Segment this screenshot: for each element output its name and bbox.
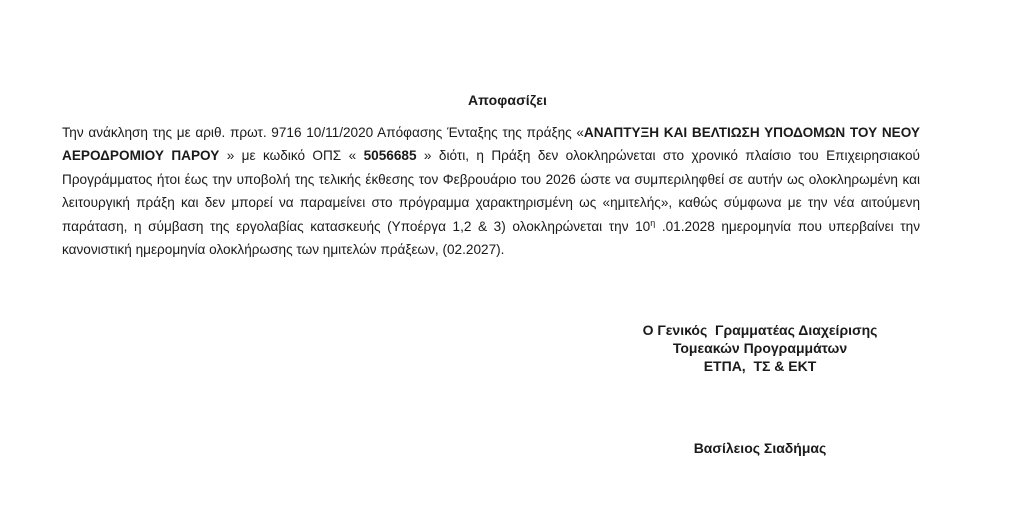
- signatory-title-block: [560, 321, 960, 375]
- decision-heading: Αποφασίζει: [467, 92, 548, 108]
- signatory-title-line-1: Ο Γενικός Γραμματέας Διαχείρισης: [642, 322, 878, 338]
- decision-text-part-1: Την ανάκληση της με αριθ. πρωτ. 9716 10/11/2020 Απόφασης Ένταξης της πράξης «: [62, 125, 584, 140]
- decision-text-part-4: .01.2028 ημερομηνία που υπερβαίνει την κανονιστική ημερομηνία ολοκλήρωσης των ημιτελών πράξεων, (02.2027).: [62, 218, 920, 258]
- decision-text-part-3: » διότι, η Πράξη δεν ολοκληρώνεται στο χρονικό πλαίσιο του Επιχειρησιακού Προγράμματος ήτοι έως την υποβολή της τελικής έκθεσης τον Φεβρουάριο του 2026 ώστε να συμπεριληφθεί σε αυτήν ως ολοκληρωμένη και λειτουργική πράξη και δεν μπορεί να παραμείνει στο πρόγραμμα χαρακτηρισμένη ως «ημιτελής», καθώς σύμφωνα με την νέα αιτούμενη παράταση, η σύμβαση της εργολαβίας κατασκευής (Υποέργα 1,2 & 3) ολοκληρώνεται την 10: [62, 148, 920, 234]
- signatory-title-line-3: ΕΤΠΑ, ΤΣ & ΕΚΤ: [703, 358, 817, 374]
- project-title: ΑΝΑΠΤΥΞΗ ΚΑΙ ΒΕΛΤΙΩΣΗ ΥΠΟΔΟΜΩΝ ΤΟΥ ΝΕΟΥ ΑΕΡΟΔΡΟΜΙΟΥ ΠΑΡΟΥ: [62, 125, 920, 164]
- ops-code: 5056685: [363, 148, 417, 164]
- day-ordinal-suffix: η: [650, 217, 656, 228]
- decision-paragraph: [62, 121, 920, 261]
- signatory-name: Βασίλειος Σιαδήμας: [693, 440, 827, 456]
- signatory-title-line-2: Τομεακών Προγραμμάτων: [672, 340, 848, 356]
- decision-text-part-2: » με κωδικό ΟΠΣ «: [219, 148, 364, 164]
